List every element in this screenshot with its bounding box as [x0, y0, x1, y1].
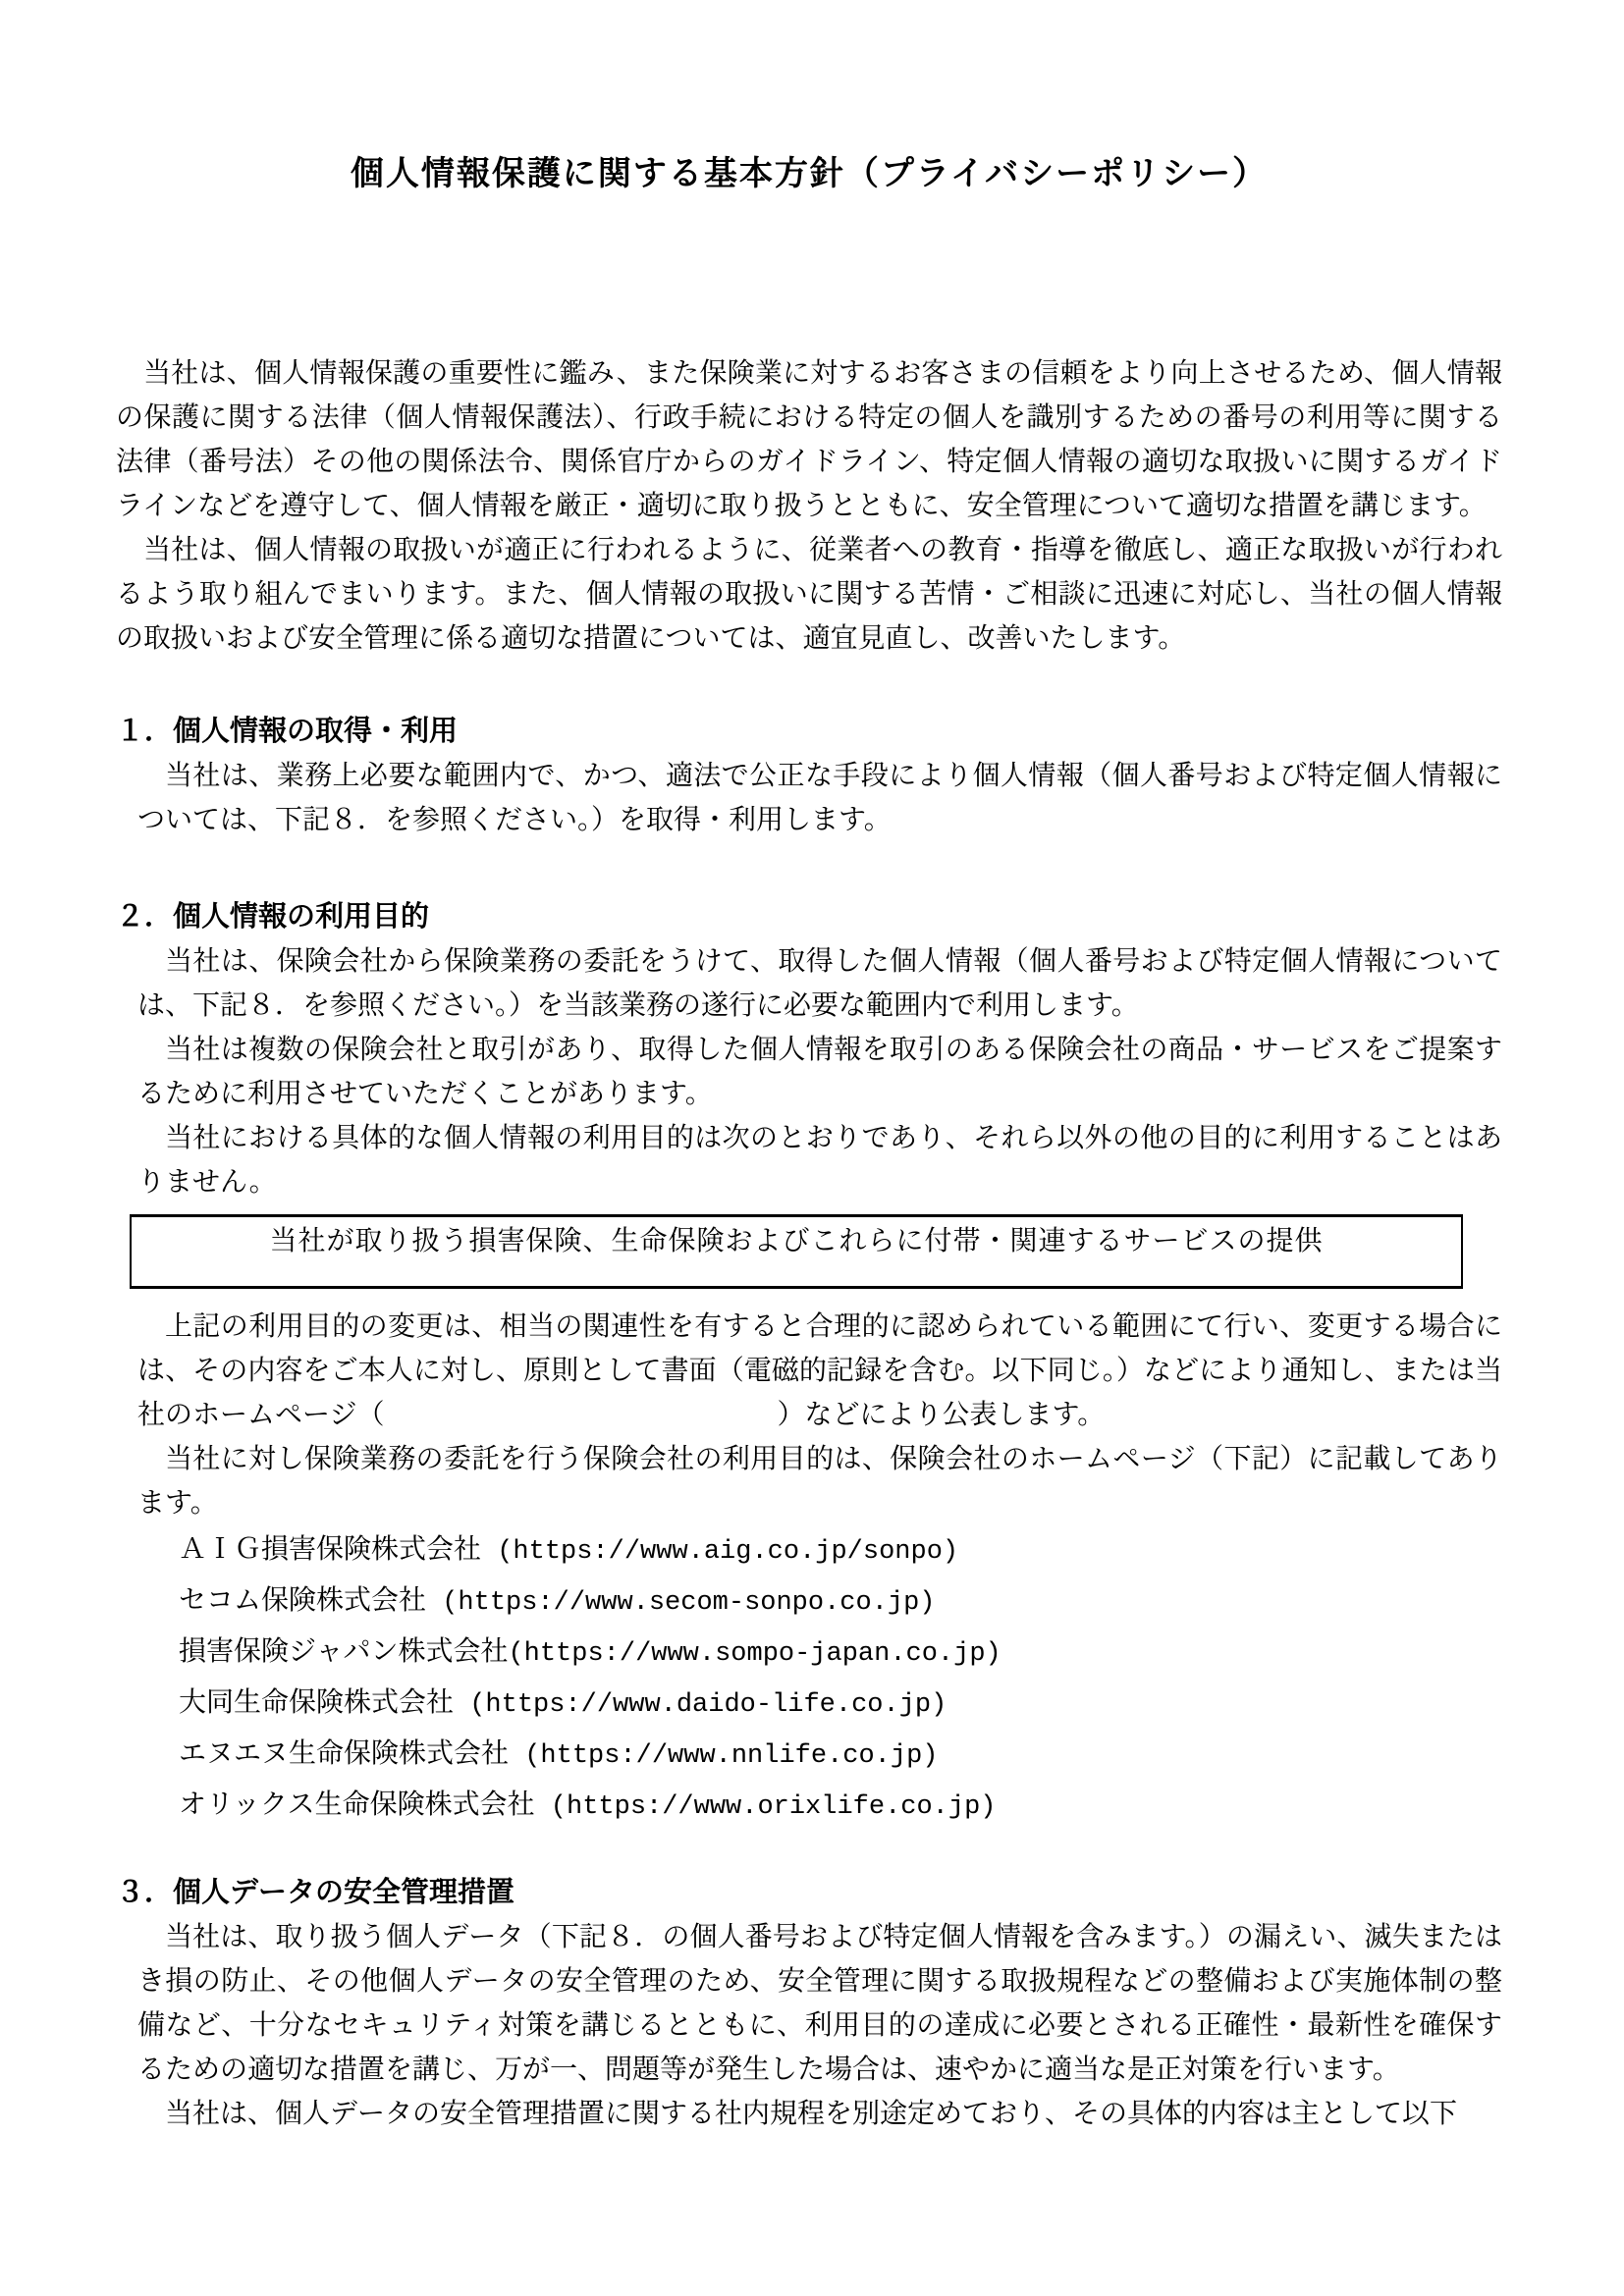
list-item	[179, 1781, 1502, 1832]
list-item	[179, 1525, 1502, 1576]
intro-paragraph-2: 当社は、個人情報の取扱いが適正に行われるように、従業者への教育・指導を徹底し、適正な取扱いが行われるよう取り組んでまいります。また、個人情報の取扱いに関する苦情・ご相談に迅速に対応し、当社の個人情報の取扱いおよび安全管理に係る適切な措置については、適宜見直し、改善いたします。	[116, 535, 1502, 654]
company-name: ＡＩＧ損害保険株式会社	[179, 1534, 482, 1565]
delegating-insurers-paragraph: 当社に対し保険業務の委託を行う保険会社の利用目的は、保険会社のホームページ（下記）に記載してあります。	[137, 1444, 1502, 1519]
list-item	[179, 1730, 1502, 1781]
section-2-paragraph-2: 当社は複数の保険会社と取引があり、取得した個人情報を取引のある保険会社の商品・サービスをご提案するために利用させていただくことがあります。	[137, 1035, 1502, 1109]
section-3-body	[116, 1915, 1502, 2136]
section-3-heading: ３．個人データの安全管理措置	[116, 1877, 515, 1908]
homepage-url-blank	[384, 1422, 777, 1423]
company-url: (https://www.nnlife.co.jp)	[509, 1741, 939, 1771]
section-2-body	[116, 939, 1502, 1204]
section-2-paragraph-3: 当社における具体的な個人情報の利用目的は次のとおりであり、それら以外の他の目的に利用することはありません。	[137, 1123, 1502, 1198]
section-2-heading: ２．個人情報の利用目的	[116, 901, 430, 933]
company-url: (https://www.daido-life.co.jp)	[454, 1690, 947, 1720]
list-item	[179, 1628, 1502, 1679]
section-1-heading: １．個人情報の取得・利用	[116, 716, 459, 747]
company-url: (https://www.aig.co.jp/sonpo)	[481, 1537, 959, 1567]
intro-paragraph-1: 当社は、個人情報保護の重要性に鑑み、また保険業に対するお客さまの信頼をより向上させるため、個人情報の保護に関する法律（個人情報保護法）、行政手続における特定の個人を識別するための番号の利用等に関する法律（番号法）その他の関係法令、関係官庁からのガイドライン、特定個人情報の適切な取扱いに関するガイドラインなどを遵守して、個人情報を厳正・適切に取り扱うとともに、安全管理について適切な措置を講じます。	[116, 358, 1502, 521]
company-name: 大同生命保険株式会社	[179, 1687, 455, 1718]
section-1-paragraph: 当社は、業務上必要な範囲内で、かつ、適法で公正な手段により個人情報（個人番号および特定個人情報については、下記８．を参照ください。）を取得・利用します。	[137, 761, 1502, 835]
purpose-change-paragraph	[137, 1305, 1502, 1437]
list-item	[179, 1679, 1502, 1730]
company-name: エヌエヌ生命保険株式会社	[179, 1738, 510, 1769]
company-url: (https://www.sompo-japan.co.jp)	[508, 1639, 1001, 1669]
purpose-of-use-box-text: 当社が取り扱う損害保険、生命保険およびこれらに付帯・関連するサービスの提供	[269, 1226, 1324, 1256]
section-purpose-of-use	[116, 895, 1502, 1832]
section-3-paragraph-1: 当社は、取り扱う個人データ（下記８．の個人番号および特定個人情報を含みます。）の漏えい、滅失またはき損の防止、その他個人データの安全管理のため、安全管理に関する取扱規程などの整備および実施体制の整備など、十分なセキュリティ対策を講じるとともに、利用目的の達成に必要とされる正確性・最新性を確保するための適切な措置を講じ、万が一、問題等が発生した場合は、速やかに適当な是正対策を行います。	[137, 1922, 1502, 2085]
section-1-body	[116, 754, 1502, 842]
insurer-list	[116, 1525, 1502, 1832]
section-2-body-after-box	[116, 1305, 1502, 1525]
section-data-security	[116, 1871, 1502, 2136]
company-name: セコム保険株式会社	[179, 1585, 427, 1616]
company-name: オリックス生命保険株式会社	[179, 1789, 535, 1820]
page-title: 個人情報保護に関する基本方針（プライバシーポリシー）	[350, 155, 1269, 192]
purpose-of-use-box	[130, 1214, 1463, 1289]
section-acquisition-use	[116, 710, 1502, 842]
company-name: 損害保険ジャパン株式会社	[179, 1636, 509, 1667]
company-url: (https://www.orixlife.co.jp)	[534, 1792, 997, 1822]
section-2-paragraph-1: 当社は、保険会社から保険業務の委託をうけて、取得した個人情報（個人番号および特定個人情報については、下記８．を参照ください。）を当該業務の遂行に必要な範囲内で利用します。	[137, 946, 1502, 1021]
purpose-change-text-after-blank: ）などにより公表します。	[777, 1400, 1106, 1430]
purpose-change-text-before-blank: 上記の利用目的の変更は、相当の関連性を有すると合理的に認められている範囲にて行い、変更する場合には、その内容をご本人に対し、原則として書面（電磁的記録を含む。以下同じ。）などにより通知し、または当社のホームページ（	[137, 1311, 1502, 1430]
section-3-paragraph-2: 当社は、個人データの安全管理措置に関する社内規程を別途定めており、その具体的内容は主として以下	[165, 2099, 1458, 2129]
company-url: (https://www.secom-sonpo.co.jp)	[426, 1588, 936, 1618]
list-item	[179, 1576, 1502, 1628]
